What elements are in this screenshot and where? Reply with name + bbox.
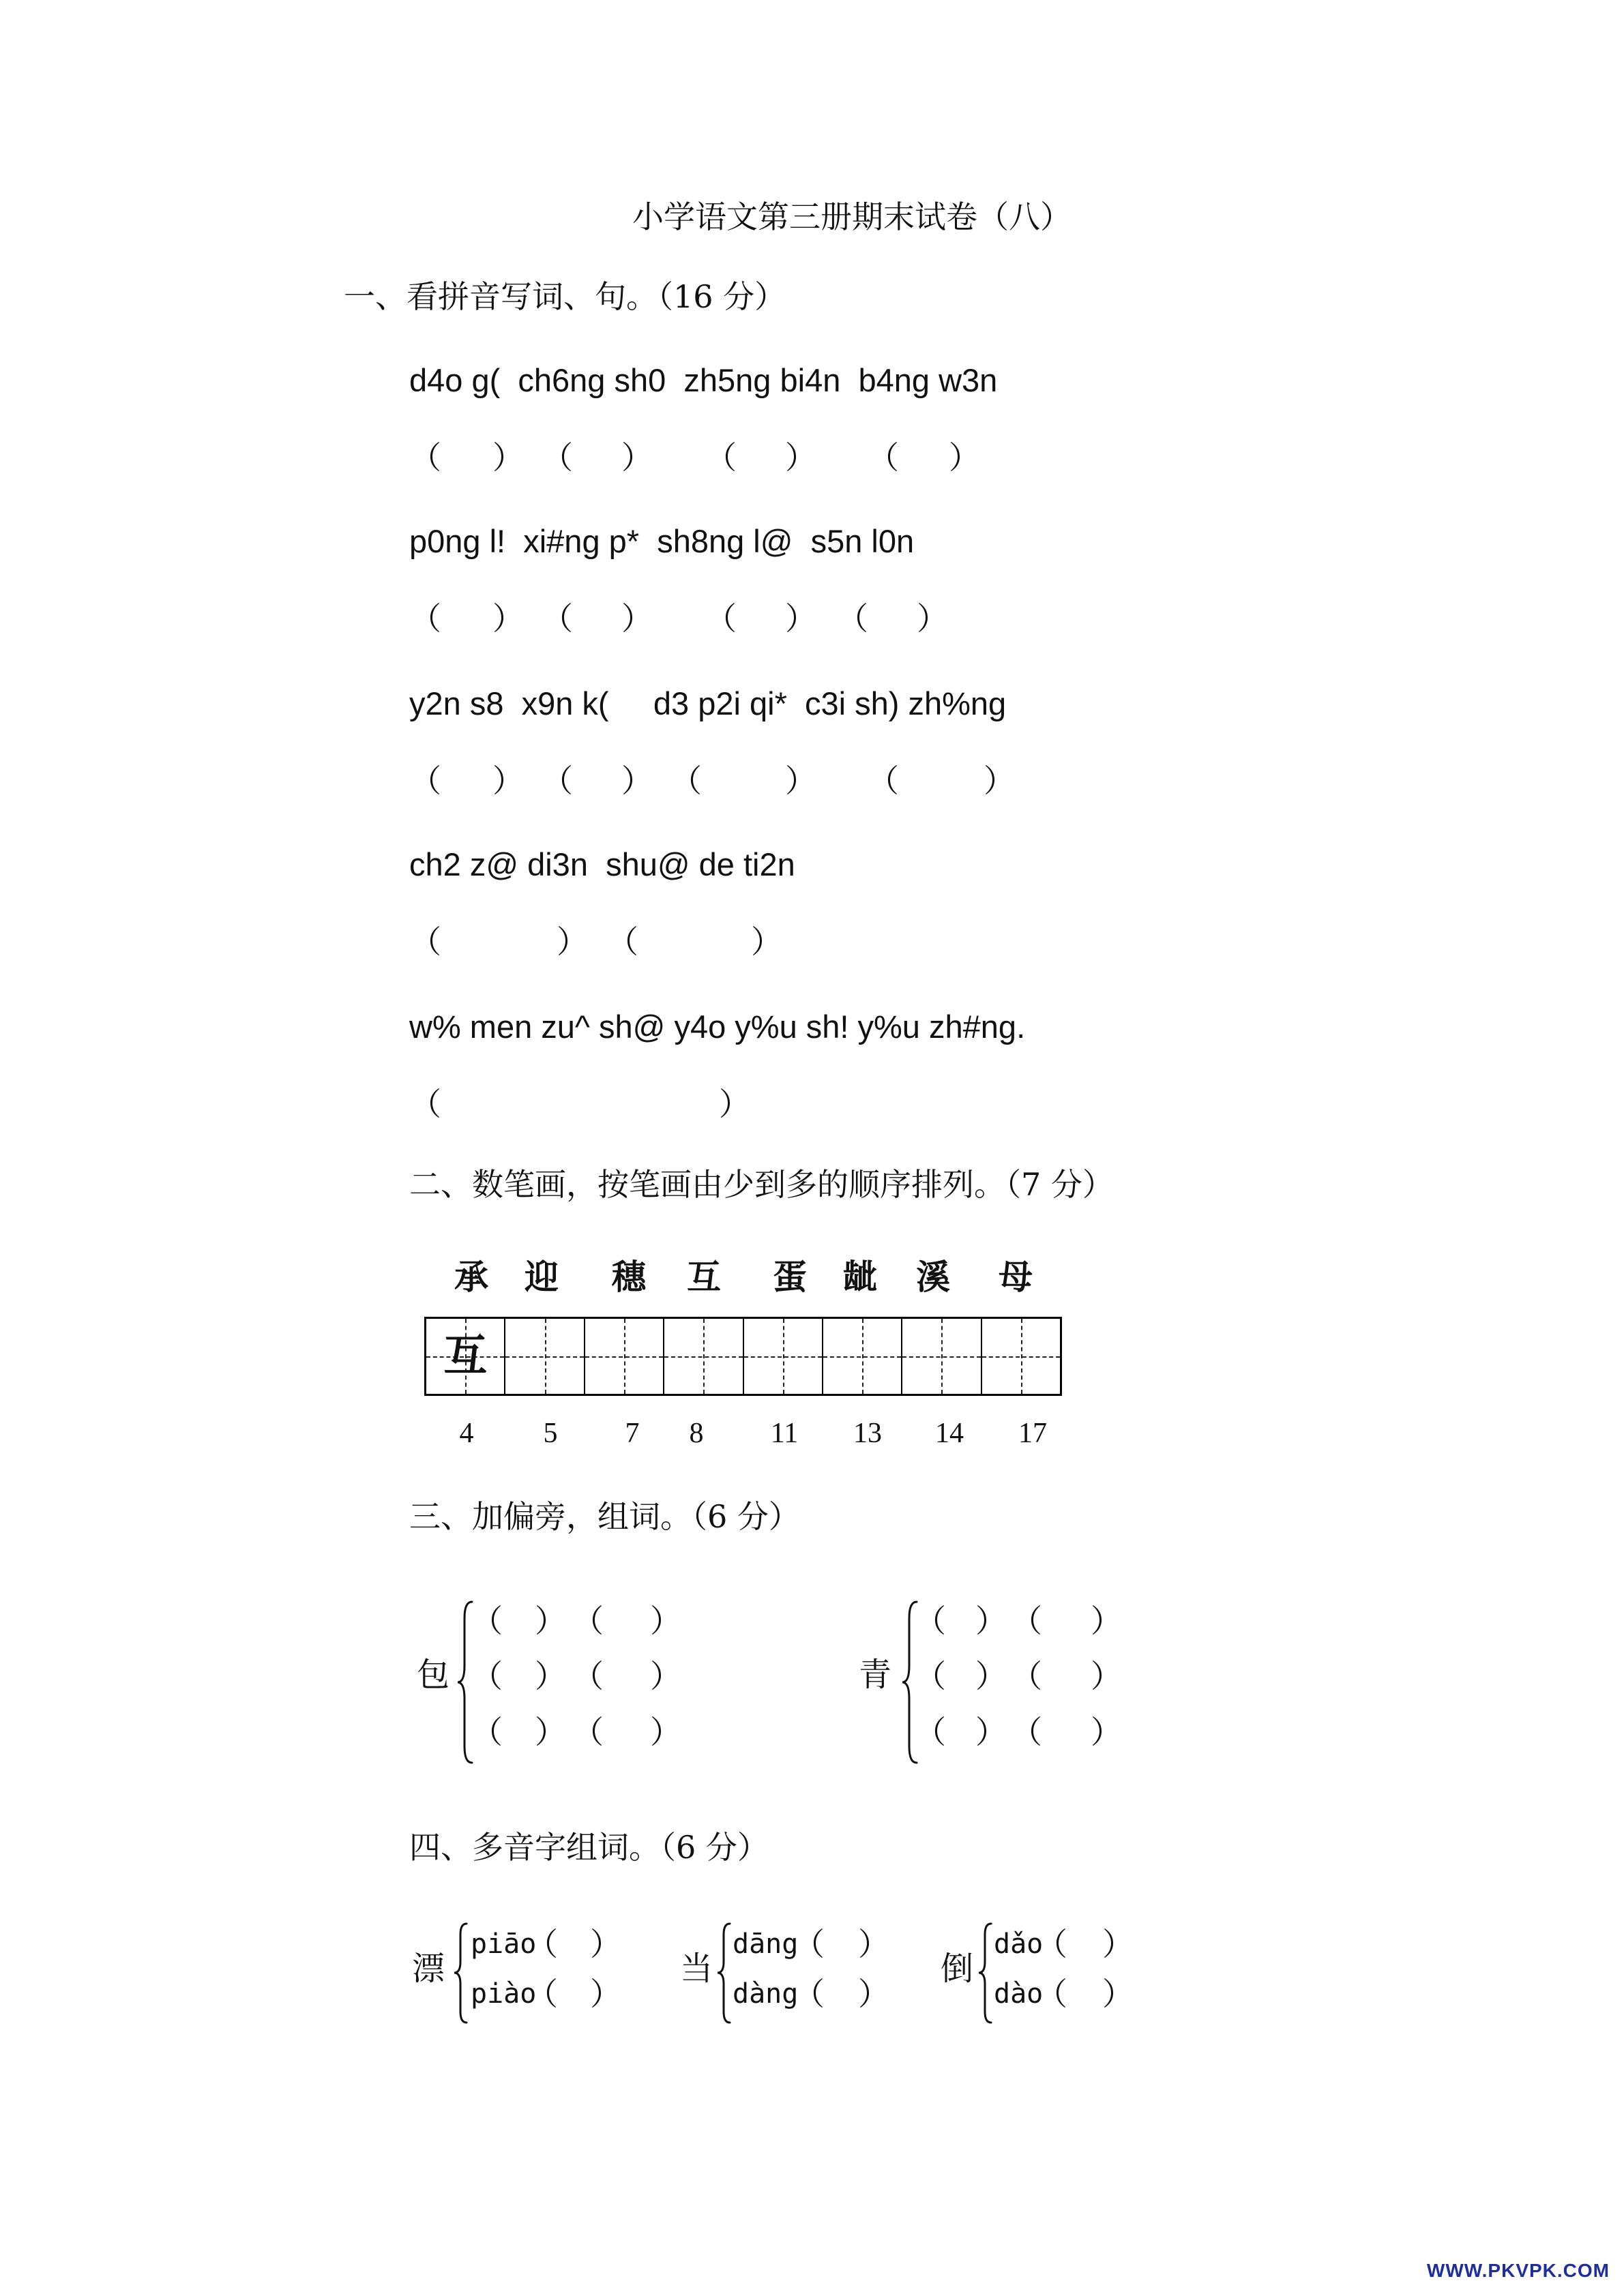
blank-close-paren: ） [621,600,653,637]
blank-close-paren: ） [719,1086,750,1122]
stroke-count: 11 [770,1418,799,1449]
polyphone-character-dao: 倒 [941,1950,974,1988]
curly-brace-piao [454,1924,467,2023]
blank-open-paren: （ [542,762,573,799]
polyphone-character-piao: 漂 [412,1950,445,1988]
blank-open-paren: （ [471,1714,503,1750]
grid-cell [823,1319,902,1394]
site-watermark: WWW.PKVPK.COM [1426,2260,1610,2281]
blank-open-paren: （ [1036,1976,1067,2012]
blank-close-paren: ） [535,1602,566,1639]
curly-brace-dao [979,1924,991,2023]
exam-title: 小学语文第三册期末试卷（八） [632,198,1072,235]
blank-close-paren: ） [949,439,980,476]
blank-close-paren: ） [858,1976,889,2012]
grid-cell [585,1319,664,1394]
blank-close-paren: ） [1091,1714,1122,1750]
blank-close-paren: ） [535,1714,566,1750]
blank-close-paren: ） [621,439,653,476]
blank-close-paren: ） [785,600,816,637]
section1-heading: 一、看拼音写词、句。（16 分） [344,278,786,315]
blank-close-paren: ） [975,1714,1007,1750]
pinyin-reading: dào [994,1978,1044,2010]
stroke-count: 14 [935,1418,964,1449]
blank-open-paren: （ [705,600,737,637]
stroke-character: 蛋 [773,1257,807,1297]
pinyin-line-1: d4o g( ch6ng sh0 zh5ng bi4n b4ng w3n [409,362,998,398]
section3-heading: 三、加偏旁，组词。（6 分） [409,1498,800,1535]
section2-heading: 二、数笔画，按笔画由少到多的顺序排列。（7 分） [409,1166,1114,1203]
blank-close-paren: ） [650,1714,681,1750]
pinyin-reading: piào [471,1978,537,2010]
grid-cell [902,1319,981,1394]
blank-close-paren: ） [1091,1602,1122,1639]
blank-open-paren: （ [1011,1602,1042,1639]
blank-open-paren: （ [410,762,441,799]
base-character-qing: 青 [859,1656,892,1694]
stroke-character: 龇 [843,1257,877,1297]
grid-cell [744,1319,823,1394]
blank-close-paren: ） [650,1658,681,1695]
blank-close-paren: ） [785,762,816,799]
blank-open-paren: （ [705,439,737,476]
blank-close-paren: ） [858,1926,889,1963]
stroke-count: 8 [689,1418,704,1449]
blank-open-paren: （ [542,600,573,637]
pinyin-reading: dǎo [994,1928,1044,1960]
stroke-count: 7 [625,1418,640,1449]
blank-open-paren: （ [837,600,868,637]
pinyin-line-2: p0ng l! xi#ng p* sh8ng l@ s5n l0n [409,523,915,559]
grid-cell-character: 互 [443,1331,488,1382]
writing-grid [424,1317,1062,1396]
blank-open-paren: （ [572,1658,604,1695]
section4-heading: 四、多音字组词。（6 分） [409,1829,769,1866]
base-character-bao: 包 [417,1656,450,1694]
blank-open-paren: （ [915,1658,946,1695]
blank-open-paren: （ [527,1976,558,2012]
grid-cell [664,1319,743,1394]
blank-open-paren: （ [410,923,441,960]
polyphone-character-dang: 当 [680,1950,713,1988]
pinyin-reading: piāo [471,1928,537,1960]
blank-close-paren: ） [917,600,948,637]
blank-open-paren: （ [572,1602,604,1639]
blank-close-paren: ） [975,1602,1007,1639]
blank-open-paren: （ [471,1658,503,1695]
stroke-character: 承 [454,1257,488,1297]
blank-close-paren: ） [557,923,588,960]
blank-open-paren: （ [868,439,899,476]
blank-open-paren: （ [1011,1714,1042,1750]
stroke-character: 母 [999,1257,1033,1297]
blank-open-paren: （ [670,762,702,799]
pinyin-line-3: y2n s8 x9n k( d3 p2i qi* c3i sh) zh%ng [409,685,1007,721]
blank-open-paren: （ [1036,1926,1067,1963]
grid-cell [426,1319,505,1394]
blank-open-paren: （ [471,1602,503,1639]
blank-open-paren: （ [542,439,573,476]
blank-open-paren: （ [527,1926,558,1963]
pinyin-reading: dāng [733,1928,799,1960]
pinyin-line-4: ch2 z@ di3n shu@ de ti2n [409,846,795,882]
blank-open-paren: （ [793,1926,825,1963]
blank-open-paren: （ [607,923,638,960]
grid-cell [982,1319,1060,1394]
blank-open-paren: （ [410,1086,441,1122]
blank-close-paren: ） [621,762,653,799]
stroke-character: 穗 [612,1257,646,1297]
stroke-character: 互 [687,1257,721,1297]
blank-open-paren: （ [915,1602,946,1639]
blank-close-paren: ） [1102,1926,1134,1963]
grid-cell [505,1319,585,1394]
stroke-count: 5 [543,1418,558,1449]
blank-close-paren: ） [650,1602,681,1639]
curly-brace-bao [458,1602,472,1763]
pinyin-line-5: w% men zu^ sh@ y4o y%u sh! y%u zh#ng. [409,1009,1026,1045]
blank-close-paren: ） [984,762,1015,799]
blank-open-paren: （ [1011,1658,1042,1695]
stroke-count: 13 [853,1418,882,1449]
blank-open-paren: （ [915,1714,946,1750]
blank-open-paren: （ [410,439,441,476]
stroke-character: 溪 [916,1257,950,1297]
blank-close-paren: ） [785,439,816,476]
blank-close-paren: ） [492,762,524,799]
blank-open-paren: （ [572,1714,604,1750]
blank-close-paren: ） [975,1658,1007,1695]
blank-open-paren: （ [868,762,899,799]
blank-open-paren: （ [793,1976,825,2012]
blank-close-paren: ） [590,1926,621,1963]
stroke-count: 4 [459,1418,474,1449]
blank-open-paren: （ [410,600,441,637]
blank-close-paren: ） [751,923,782,960]
curly-brace-dang [718,1924,730,2023]
blank-close-paren: ） [590,1976,621,2012]
blank-close-paren: ） [492,600,524,637]
stroke-count: 17 [1018,1418,1047,1449]
blank-close-paren: ） [1102,1976,1134,2012]
blank-close-paren: ） [492,439,524,476]
pinyin-reading: dàng [733,1978,799,2010]
blank-close-paren: ） [535,1658,566,1695]
stroke-character: 迎 [525,1257,559,1297]
blank-close-paren: ） [1091,1658,1122,1695]
